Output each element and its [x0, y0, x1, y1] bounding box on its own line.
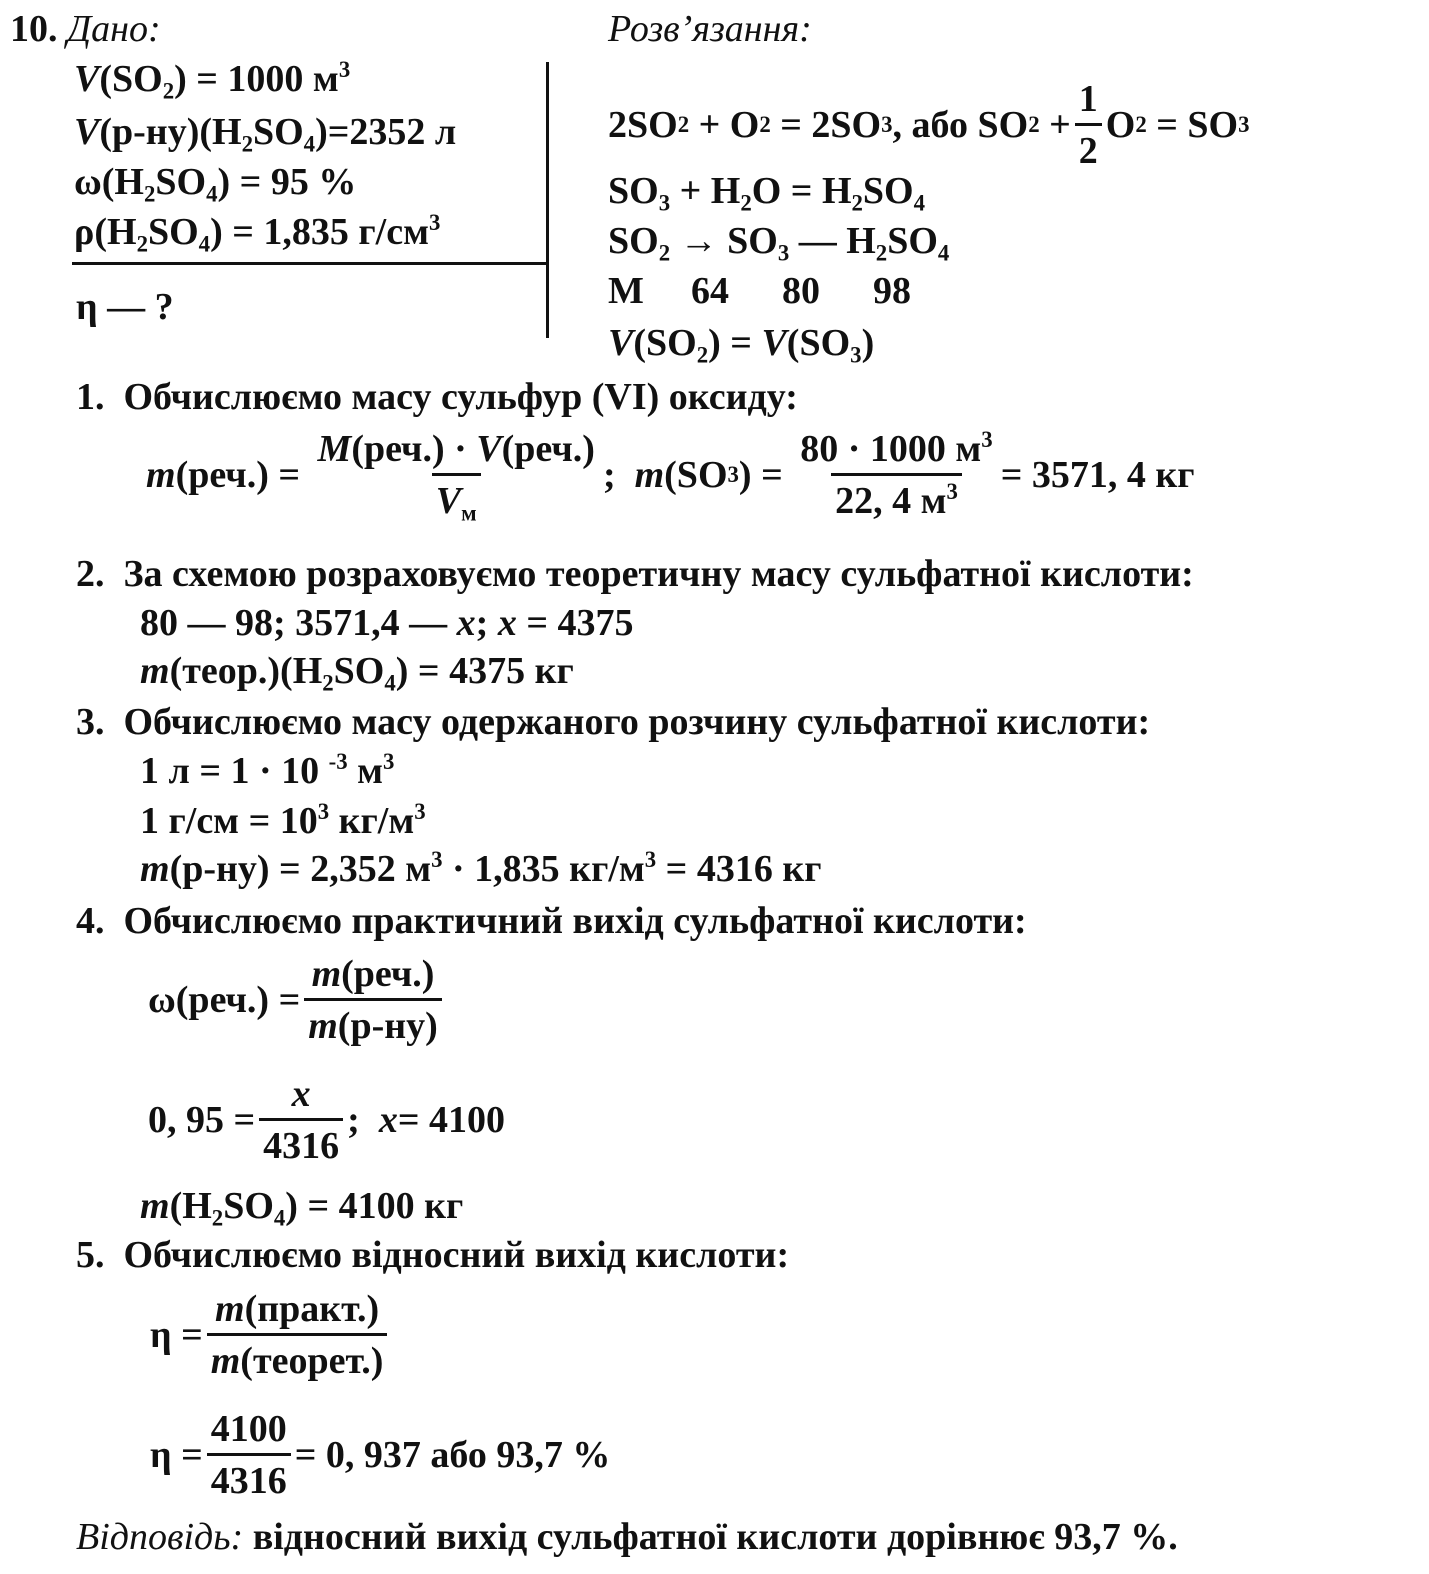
given-volume-so2: $V(SO_2) = 1000$ $м^3$	[74, 56, 351, 104]
step-3-heading: 3. Обчислюємо масу одержаного розчину сульфатної кислоти:	[76, 701, 1151, 743]
yield-fraction: $\frac{\text{m(практ.)}}{\text{m(теорет.)}}$	[207, 1290, 388, 1380]
given-volume-solution: $V(р-ну)(H_2SO_4)=2352$ л	[74, 111, 457, 157]
step-4-acid-mass: $m(H_2SO_4) = 4100$ кг	[140, 1185, 464, 1231]
step-4-heading: 4. Обчислюємо практичний вихід сульфатної кислоти:	[76, 900, 1027, 942]
molar-masses: M 64 80 98	[608, 270, 911, 312]
step-3-density-conversion: 1 $г/см = 10^3$ $кг/м^3$	[140, 798, 426, 842]
step-5-yield-formula: η = $\frac{\text{m(практ.)}}{\text{m(теорет.)}}$	[150, 1290, 391, 1380]
step-4-omega-formula: ω(реч.) = $\frac{\text{m(реч.)}}{m(р-ну)}$	[148, 955, 446, 1045]
given-divider	[72, 262, 548, 265]
molar-volume-fraction: $\frac{\text{M(реч.) · V(реч.)}}{V_м}$	[317, 428, 595, 526]
step-2-proportion: 80 — 98; 3571,4 — x; x = 4375	[140, 602, 634, 644]
reaction-line-1: 2SO 2 + O 2 = 2SO 3 , або SO 2 + $\frac{1}{2}$ O 2 = SO 3	[608, 78, 1250, 172]
problem-number: 10.	[10, 8, 58, 50]
answer-label: Відповідь:	[76, 1516, 244, 1558]
omega-fraction: $\frac{\text{m(реч.)}}{m(р-ну)}$	[304, 955, 442, 1045]
given-find: η — ?	[76, 286, 174, 328]
reaction-line-3: $SO_2 \to SO_3$ — $H_2SO_4$	[608, 220, 950, 266]
step-5-heading: 5. Обчислюємо відносний вихід кислоти:	[76, 1234, 790, 1276]
given-density: $\rho(H_2SO_4) = 1,835$ $г/см^3$	[74, 209, 441, 257]
reaction-line-2: $SO_3 + H_2O = H_2SO_4$	[608, 170, 926, 216]
answer-text: відносний вихід сульфатної кислоти дорівнює 93,7 %.	[243, 1516, 1178, 1558]
yield-value-fraction: $\frac{4100}{4316}$	[207, 1410, 291, 1500]
volume-equality: $V(SO_2) = V(SO_3)$	[608, 322, 875, 368]
reaction-half-fraction: $\frac{1}{2}$	[1075, 80, 1102, 170]
step-3-solution-mass: m(р-ну) = 2,352 $м^3 \cdot 1,835$ $кг/м^3 = 4316$ кг	[140, 846, 822, 890]
problem-header	[10, 10, 161, 48]
so3-mass-fraction: $\frac{80 \cdot 1000 м^3}{22, 4 м^3}$	[800, 426, 993, 522]
step-4-solve-x: 0, 95 = $\frac{x}{4316}$ ; x = 4100	[148, 1073, 505, 1167]
step-2-theoretical-mass: $m(теор.)(H_2SO_4) = 4375$ кг	[140, 650, 574, 696]
given-title: Дано:	[67, 8, 161, 50]
given-vertical-divider	[546, 62, 549, 338]
x-fraction: $\frac{x}{4316}$	[259, 1075, 343, 1165]
step-1-formula: m (реч.) = $\frac{\text{M(реч.) · V(реч.)}}{V_м}$ ; m (SO 3 ) = $\frac{80 \cdot 1000 м^3}{22, 4 м^3}$ = 3571, 4 кг	[146, 426, 1195, 526]
step-1-heading: 1. Обчислюємо масу сульфур (VI) оксиду:	[76, 376, 798, 418]
answer-line	[76, 1518, 1178, 1556]
solution-title: Розв’язання:	[608, 8, 812, 50]
step-2-heading: 2. За схемою розраховуємо теоретичну масу сульфатної кислоти:	[76, 553, 1194, 595]
step-5-yield-calc: η = $\frac{4100}{4316}$ = 0, 937 або 93,7 %	[150, 1408, 611, 1502]
given-omega: $\omega(H_2SO_4) = 95$ %	[74, 161, 357, 207]
step-3-litre-conversion: 1 л = 1 · 10 $^{-3}$ $м^3$	[140, 748, 395, 792]
